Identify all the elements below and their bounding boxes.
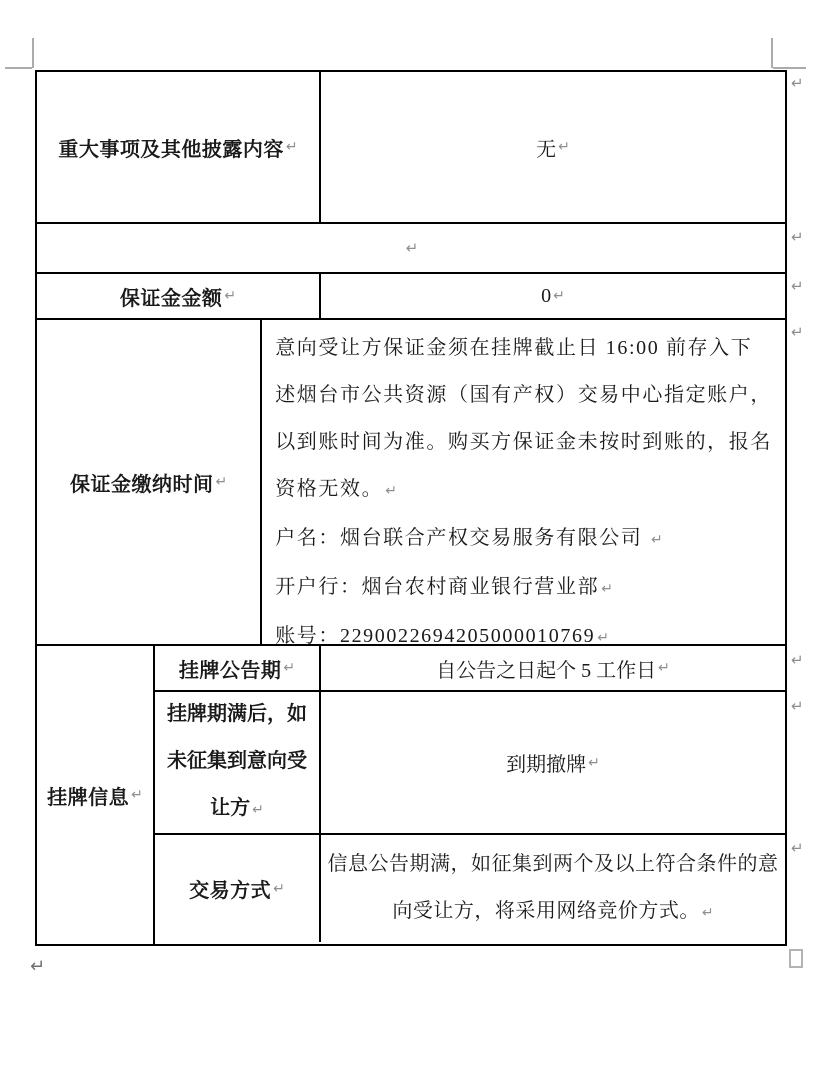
margin-crop-mark-top-left-horizontal	[5, 67, 32, 69]
paragraph-mark: ↵	[273, 880, 285, 897]
deposit-time-text-line: 以到账时间为准。购买方保证金未按时到账的，报名	[275, 431, 772, 453]
major-disclosure-label: 重大事项及其他披露内容	[58, 138, 284, 161]
paragraph-mark: ↵	[597, 630, 609, 646]
announcement-period-value-cell	[321, 646, 785, 690]
table-row-trade-method	[155, 835, 785, 942]
expiry-label-line: 挂牌期满后，如	[167, 703, 307, 725]
margin-crop-mark-top-left-vertical	[32, 38, 34, 68]
paragraph-mark: ↵	[215, 474, 228, 490]
announcement-period-label: 挂牌公告期	[178, 659, 282, 682]
paragraph-mark: ↵	[558, 139, 570, 155]
paragraph-mark: ↵	[283, 660, 296, 676]
deposit-amount-value-cell	[321, 274, 785, 318]
end-of-row-mark: ↵	[791, 697, 804, 715]
paragraph-mark: ↵	[601, 581, 613, 597]
paragraph-mark: ↵	[385, 483, 397, 499]
margin-crop-mark-top-right-vertical	[771, 38, 773, 68]
table-row-empty	[37, 224, 785, 274]
deposit-time-text-line: 述烟台市公共资源（国有产权）交易中心指定账户，	[275, 384, 772, 406]
table-row-deposit-amount	[37, 274, 785, 320]
deposit-account-name-line: 户名：烟台联合产权交易服务有限公司 ↵	[275, 527, 663, 549]
table-row-major-disclosure	[37, 72, 785, 224]
deposit-amount-label-cell	[37, 274, 321, 318]
table-row-expiry	[155, 692, 785, 835]
listing-info-label: 挂牌信息	[47, 786, 130, 809]
end-of-row-mark: ↵	[791, 74, 804, 92]
paragraph-mark: ↵	[224, 288, 237, 304]
paragraph-mark: ↵	[252, 802, 264, 818]
deposit-time-text-line: 资格无效。 ↵	[275, 478, 397, 500]
deposit-time-value-cell	[262, 320, 785, 647]
deposit-amount-value: 0	[541, 284, 552, 307]
trade-method-value-line: 信息公告期满，如征集到两个及以上符合条件的意	[327, 852, 779, 875]
trailing-paragraph-mark: ↵	[30, 956, 46, 977]
deposit-amount-label: 保证金金额	[119, 287, 223, 310]
margin-crop-mark-top-right-horizontal	[773, 67, 806, 69]
paragraph-mark: ↵	[285, 139, 298, 155]
paragraph-mark: ↵	[588, 754, 600, 771]
major-disclosure-value: 无	[536, 138, 557, 161]
deposit-bank-line: 开户行：烟台农村商业银行营业部 ↵	[275, 576, 613, 598]
table-resize-handle	[789, 949, 803, 968]
major-disclosure-label-cell	[37, 72, 321, 222]
empty-row-cell	[37, 224, 785, 272]
listing-info-label-cell	[37, 646, 155, 944]
paragraph-mark: ↵	[131, 787, 143, 803]
end-of-row-mark: ↵	[791, 277, 804, 295]
trade-method-value-line: 向受让方，将采用网络竞价方式。 ↵	[392, 899, 714, 922]
table-row-deposit-time	[37, 320, 785, 646]
trade-method-label: 交易方式	[189, 880, 272, 902]
disclosure-table	[35, 70, 787, 946]
paragraph-mark: ↵	[658, 660, 670, 676]
deposit-time-label: 保证金缴纳时间	[69, 473, 214, 496]
end-of-row-mark: ↵	[791, 323, 804, 341]
paragraph-mark: ↵	[651, 532, 663, 548]
major-disclosure-value-cell	[321, 72, 785, 222]
end-of-row-mark: ↵	[791, 228, 804, 246]
end-of-row-mark: ↵	[791, 651, 804, 669]
announcement-period-value: 自公告之日起个 5 工作日	[436, 659, 657, 682]
expiry-value-cell	[321, 692, 785, 833]
expiry-label-line: 未征集到意向受	[167, 750, 307, 772]
table-section-listing-info	[37, 646, 785, 944]
deposit-time-label-cell	[37, 320, 262, 644]
deposit-time-text-line: 意向受让方保证金须在挂牌截止日 16:00 前存入下	[275, 337, 753, 359]
expiry-label-line: 让方 ↵	[210, 797, 264, 819]
trade-method-value-cell	[321, 835, 785, 942]
paragraph-mark: ↵	[553, 288, 565, 304]
expiry-label-cell	[155, 692, 321, 833]
table-row-announcement-period	[155, 646, 785, 692]
paragraph-mark: ↵	[405, 239, 419, 257]
paragraph-mark: ↵	[701, 904, 714, 921]
trade-method-label-cell	[155, 835, 321, 942]
deposit-account-number-line: 账号：2290022694205000010769 ↵	[275, 625, 609, 647]
expiry-value: 到期撤牌	[506, 754, 587, 776]
end-of-row-mark: ↵	[791, 839, 804, 857]
announcement-period-label-cell	[155, 646, 321, 690]
